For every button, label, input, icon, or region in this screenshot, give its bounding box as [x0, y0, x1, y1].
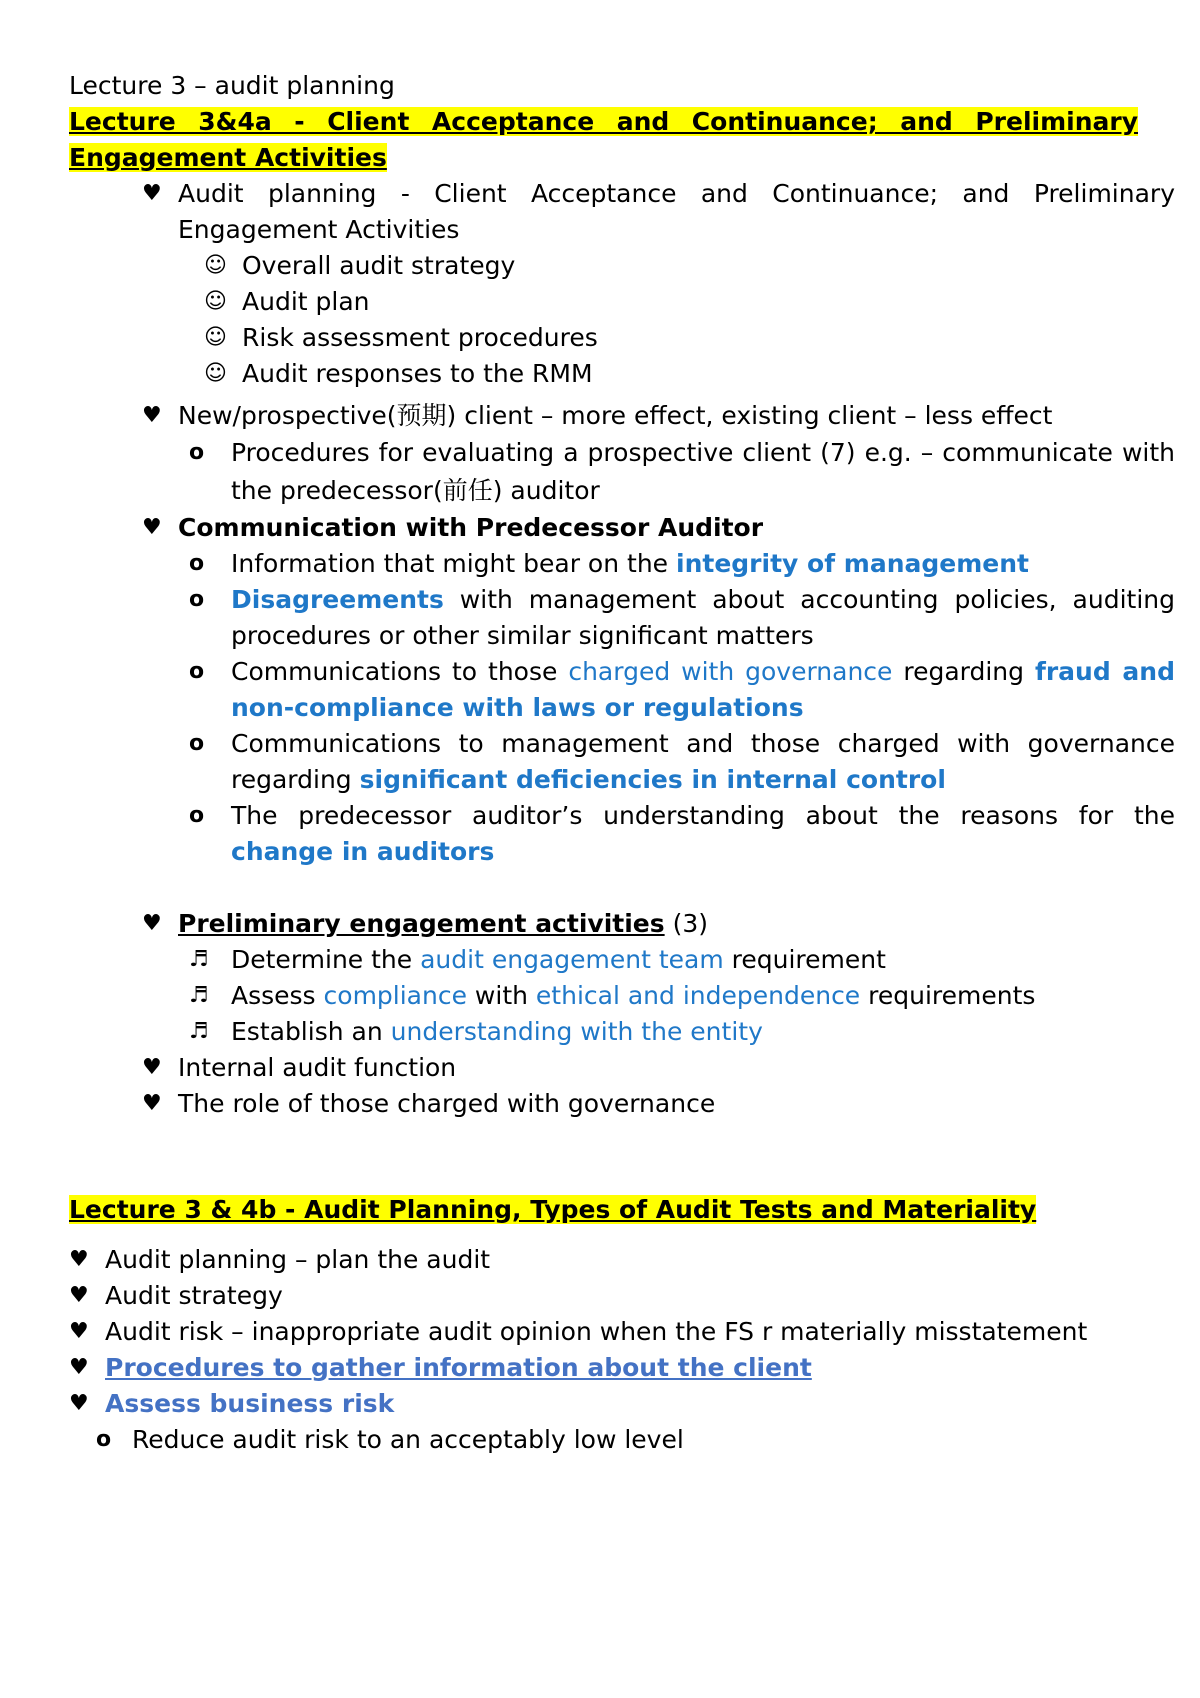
- list-item: ♥ Audit risk – inappropriate audit opinion when the FS r materially misstatement: [69, 1314, 1138, 1350]
- list-item: ♥ Audit strategy: [69, 1278, 1138, 1314]
- list-item: o Communications to those charged with governance regarding fraud and non-compliance with laws or regulations: [189, 654, 1175, 726]
- circle-bullet-icon: o: [189, 731, 205, 756]
- heart-bullet-icon: ♥: [142, 515, 162, 540]
- heart-bullet-icon: ♥: [142, 911, 162, 936]
- list-item: o Reduce audit risk to an acceptably low level: [96, 1422, 1138, 1458]
- heart-bullet-icon: ♥: [69, 1247, 89, 1272]
- list-item: ☺ Overall audit strategy: [204, 248, 1175, 284]
- smile-bullet-icon: ☺: [204, 325, 227, 350]
- list-item: o The predecessor auditor’s understanding about the reasons for the change in auditors: [189, 798, 1175, 870]
- smile-bullet-icon: ☺: [204, 289, 227, 314]
- list-item: ♬ Assess compliance with ethical and independence requirements: [189, 978, 1175, 1014]
- list-item: ♥ Communication with Predecessor Auditor: [142, 510, 1175, 546]
- list-item: ♥ New/prospective(预期) client – more effect, existing client – less effect: [142, 398, 1175, 434]
- procedures-link-item[interactable]: [69, 1350, 1138, 1386]
- circle-bullet-icon: o: [189, 587, 205, 612]
- music-note-bullet-icon: ♬: [189, 1019, 209, 1044]
- section-a-title: Lecture 3&4a - Client Acceptance and Continuance; and Preliminary Engagement Activities: [69, 107, 1138, 172]
- list-item: o Disagreements with management about accounting policies, auditing procedures or other similar significant matters: [189, 582, 1175, 654]
- list-item: ☺ Audit responses to the RMM: [204, 356, 1175, 392]
- heart-bullet-icon: ♥: [142, 181, 162, 206]
- smile-bullet-icon: ☺: [204, 361, 227, 386]
- circle-bullet-icon: o: [189, 803, 205, 828]
- heart-bullet-icon: ♥: [69, 1319, 89, 1344]
- procedures-link[interactable]: Procedures to gather information about the client: [105, 1353, 812, 1382]
- document-title: Lecture 3 – audit planning: [69, 71, 395, 100]
- music-note-bullet-icon: ♬: [189, 947, 209, 972]
- smile-bullet-icon: ☺: [204, 253, 227, 278]
- list-item: o Information that might bear on the integrity of management: [189, 546, 1175, 582]
- list-item: ☺ Risk assessment procedures: [204, 320, 1175, 356]
- list-item: ♥ Audit planning – plan the audit: [69, 1242, 1138, 1278]
- list-item: o Procedures for evaluating a prospective client (7) e.g. – communicate with the predecessor(前任) auditor: [189, 434, 1175, 510]
- heart-bullet-icon: ♥: [69, 1355, 89, 1380]
- list-item: ♬ Establish an understanding with the entity: [189, 1014, 1175, 1050]
- circle-bullet-icon: o: [189, 551, 205, 576]
- music-note-bullet-icon: ♬: [189, 983, 209, 1008]
- circle-bullet-icon: o: [189, 659, 205, 684]
- circle-bullet-icon: o: [189, 440, 205, 465]
- list-item: ♥ Preliminary engagement activities (3): [142, 906, 1175, 942]
- list-item: ♥ Audit planning - Client Acceptance and Continuance; and Preliminary Engagement Activities: [142, 176, 1175, 248]
- heart-bullet-icon: ♥: [69, 1283, 89, 1308]
- list-item: ☺ Audit plan: [204, 284, 1175, 320]
- circle-bullet-icon: o: [96, 1427, 112, 1452]
- list-item: ♥ The role of those charged with governance: [142, 1086, 1175, 1122]
- heart-bullet-icon: ♥: [142, 1055, 162, 1080]
- heart-bullet-icon: ♥: [142, 1091, 162, 1116]
- list-item: o Communications to management and those charged with governance regarding significant deficiencies in internal control: [189, 726, 1175, 798]
- heart-bullet-icon: ♥: [69, 1391, 89, 1416]
- list-item: ♥ Assess business risk: [69, 1386, 1138, 1422]
- list-item: ♥ Internal audit function: [142, 1050, 1175, 1086]
- section-b-title: Lecture 3 & 4b - Audit Planning, Types of Audit Tests and Materiality: [69, 1195, 1037, 1224]
- heart-bullet-icon: ♥: [142, 403, 162, 428]
- list-item: ♬ Determine the audit engagement team requirement: [189, 942, 1175, 978]
